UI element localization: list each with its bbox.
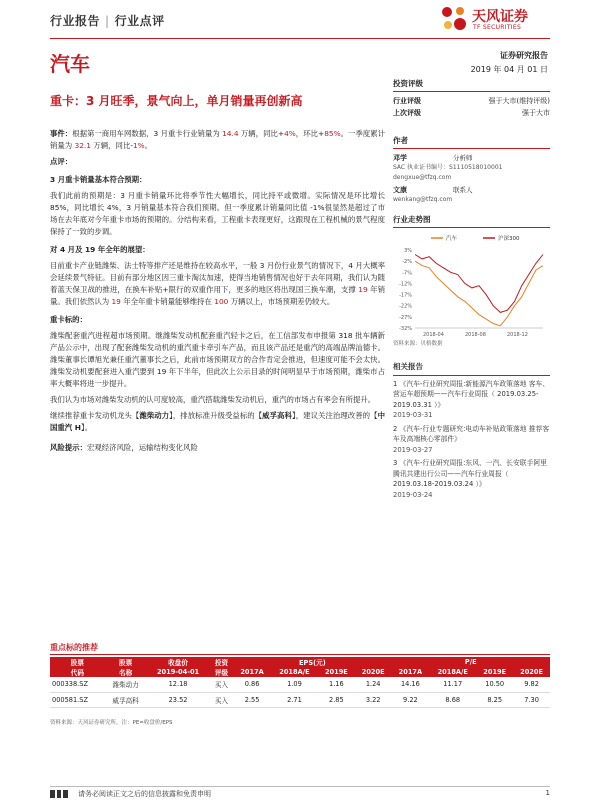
chart-source: 资料来源：贝格数据 [393,341,443,347]
table-header: 2018A/E [271,667,318,677]
recommend-text: 】，排放标准升级受益标的【 [169,411,263,420]
event-text: 万辆，同比+ [238,129,285,138]
table-header: 代码 [50,667,105,677]
related-item[interactable] [393,458,550,500]
paragraph-share: 我们认为市场对潍柴发动机的认可度较高，重汽搭载潍柴发动机后，重汽的市场占有率会有所提升。 [50,395,376,404]
x-tick-label: 2018-08 [465,332,486,338]
event-number: 32.1 [74,141,91,150]
footer [50,789,211,799]
event-paragraph [50,128,385,152]
main-body [50,128,385,458]
report-type: 证券研究报告 [500,51,548,60]
page-number: 1 [545,789,550,797]
table-cell: 14.16 [392,677,430,692]
rating-value: 强于大市(维持评级) [488,97,550,105]
table-header: 2017A [392,667,430,677]
recommend-stock: 威孚高科 [262,411,292,420]
table-header: 评级 [210,667,234,677]
recommend-text: 】，建议关注治理改善的【 [291,411,378,420]
table-cell: 潍柴动力 [105,677,147,692]
outlook-number: 100 [214,297,229,306]
table-header: 2019E [318,667,355,677]
y-tick-label: -2% [402,259,412,266]
logo-name: 天风证券 [472,9,528,25]
table-cell: 2.85 [318,692,355,707]
x-tick-label: 2018-04 [423,332,444,338]
event-number: 14.4 [222,129,239,138]
outlook-text: 目前重卡产业链潍柴、法士特等排产还是维持在较高水平，一般 3 月份行业景气的情况下，4 月大概率会延续景气特征。目前有部分地区因三重卡淘汰加速，使得当地销售情况也好于去年同期，我们认为随着蓝天保卫战的推进，在换车补贴+限行的双重作用下，更多的地区将出现国三换车潮，支撑 [50,261,385,294]
report-category [50,12,165,29]
event-text: 万辆，同比- [91,141,133,150]
author-email[interactable]: dengxue@tfzq.com [393,174,452,181]
table-cell: 000581.SZ [50,692,105,707]
table-cell: 9.22 [392,692,430,707]
related-heading: 相关报告 [393,362,550,376]
table-header: 投资 [210,657,234,667]
table-cell: 买入 [210,677,234,692]
chart-title: 行业走势图 [393,214,550,228]
table-header: 收盘价 [146,657,209,667]
prev-rating-key: 上次评级 [393,109,421,117]
related-item-text[interactable]: 1 《汽车-行业研究周报:新能源汽车政策落地 客车、营运车超预期——汽车行业周报（ 2019.03.25-2019.03.31 ）》 [393,379,550,409]
table-header: 2019-04-01 [146,667,209,677]
table-cell: 9.82 [513,677,550,692]
table-header: 2020E [355,667,392,677]
header-divider [50,38,550,39]
risk-paragraph [50,442,385,454]
related-item-date: 2019-03-27 [393,445,433,454]
y-tick-label: -7% [402,270,412,277]
author-2 [393,185,550,195]
section-heading-targets: 重卡标的： [50,315,87,324]
footer-disclaimer[interactable]: 请务必阅读正文之后的信息披露和免责申明 [78,790,211,798]
author-name: 文康 [393,186,407,194]
table-cell: 1.24 [355,677,392,692]
event-text: 。一季度累计销量为 [50,129,385,150]
table-header: 2020E [513,667,550,677]
footer-divider [50,786,550,787]
stock-table-note: 资料来源：天风证券研究所，注：PE=收盘价/EPS [50,720,173,726]
prev-rating-row [393,107,550,119]
stock-table-heading: 重点标的推荐 [50,643,98,652]
table-header: EPS(元) [233,657,391,667]
y-tick-label: -22% [399,303,412,310]
risk-label: 风险提示： [50,443,87,452]
event-text: ，环比+ [295,129,325,138]
author-cert: SAC 执业证书编号：S1110518010001 [393,164,503,171]
table-cell: 11.17 [429,677,476,692]
table-row [50,692,550,707]
outlook-text: 年销量。我们依然认为 [50,285,385,306]
outlook-text: 年全年重卡销量能够维持在 [120,297,215,306]
series-line-hs300 [415,255,543,313]
event-text: 。 [144,141,153,150]
category-label: 行业报告 [50,14,101,28]
outlook-text: 万辆以上，市场预期差仍较大。 [228,297,335,306]
risk-text: 宏观经济风险，运输结构变化风险 [86,443,198,452]
y-tick-label: 3% [404,248,412,254]
series-line-auto [415,261,543,326]
outlook-number: 19 [111,297,121,306]
table-header: 名称 [105,667,147,677]
outlook-number: 19 [358,285,368,294]
legend-label: 沪深300 [498,236,520,242]
table-header: 股票 [50,657,105,667]
stock-table [50,657,550,708]
table-header: 股票 [105,657,147,667]
table-cell: 0.86 [233,677,271,692]
author-list [393,153,550,205]
table-cell: 1.09 [271,677,318,692]
table-header: P/E [392,657,550,667]
y-tick-label: -27% [399,314,412,321]
author-email[interactable]: wenkang@tfzq.com [393,196,453,203]
recommend-stock: 潍柴动力 [139,411,170,420]
author-role: 分析师 [453,154,473,162]
barcode-icon [50,790,68,798]
table-cell: 威孚高科 [105,692,147,707]
comment-label: 点评： [50,157,73,166]
recommend-text: 继续推荐重卡发动机龙头【 [50,411,140,420]
category-separator: | [105,14,110,28]
rating-heading: 投资评级 [393,78,550,92]
y-tick-label: -12% [399,281,412,288]
table-cell: 10.50 [476,677,513,692]
section-heading-march: 3 月重卡销量基本符合预期： [50,175,147,184]
section-heading-outlook: 对 4 月及 19 年全年的展望： [50,245,150,254]
event-number: 1% [132,141,145,150]
legend-label: 汽车 [446,236,458,242]
report-title: 重卡：3 月旺季，景气向上，单月销量再创新高 [50,94,303,108]
related-item-date: 2019-03-31 [393,411,433,419]
rating-key: 行业评级 [393,97,421,105]
table-cell: 3.22 [355,692,392,707]
stock-table-divider [50,654,550,655]
report-date: 2019 年 04 月 01 日 [470,65,548,74]
subcategory-label: 行业点评 [114,14,165,28]
table-cell: 2.71 [271,692,318,707]
recommend-text: 】。 [80,423,93,432]
table-cell: 8.68 [429,692,476,707]
prev-rating-value: 强于大市 [522,109,550,117]
table-cell: 12.18 [146,677,209,692]
logo-mark-icon [440,5,468,33]
related-item-text[interactable]: 2 《汽车-行业专题研究:电动车补贴政策落地 推荐客车及高端核心零部件》 [393,424,550,443]
table-cell: 23.52 [146,692,209,707]
related-item[interactable] [393,379,550,421]
table-header: 2018A/E [429,667,476,677]
sidebar [393,78,550,205]
paragraph-march: 我们此前的预期是：3 月重卡销量环比将季节性大幅增长，同比持平或微增。实际情况是环比增长 85%，同比增长 4%，3 月销量基本符合我们预期。但一季度累计销量同比值 -1%很显然是超过了市场在去年底对今年重卡市场的预期的。分结构来看，工程重卡表现更好，这跟现在工程机械的景气程度保持了一致的步调。 [50,191,385,236]
related-item[interactable] [393,424,550,456]
x-tick-label: 2018-12 [507,332,528,338]
related-reports [393,362,550,500]
logo-en: TF SECURITIES [473,24,522,31]
author-name: 邓学 [393,154,407,162]
author-1 [393,153,550,163]
table-header: 2019E [476,667,513,677]
table-row [50,677,550,692]
related-item-date: 2019-03-24 [393,490,433,499]
table-cell: 买入 [210,692,234,707]
company-logo [440,4,550,36]
trend-chart-svg [393,228,550,340]
author-heading: 作者 [393,135,550,149]
table-cell: 1.16 [318,677,355,692]
table-cell: 7.30 [513,692,550,707]
table-header: 2017A [233,667,271,677]
table-cell: 8.25 [476,692,513,707]
rating-row [393,95,550,107]
author-role: 联系人 [453,186,473,194]
table-cell: 000338.SZ [50,677,105,692]
event-number: 85% [324,129,341,138]
table-header-row [50,667,550,677]
event-number: 4% [284,129,296,138]
industry-trend-chart [393,214,550,344]
paragraph-weichai: 潍柴配套重汽进程超市场预期。继潍柴发动机配套重汽轻卡之后，在工信部发布申报第 318 批车辆新产品公示中，出现了配套潍柴发动机的重汽重卡牵引车产品，而且该产品还是重汽的高端品牌汕德卡。潍柴董事长谭旭光兼任重汽董事长之后，此前市场预期双方的合作肯定会推进，但速度可能不会太快。潍柴发动机要配套进入重汽要到 19 年下半年，但此次上公示目录的时间明显早于市场预期，潍柴市占率大概率将进一步提升。 [50,331,385,388]
table-header-row [50,657,550,667]
recommend-stock: 中国重汽 H [50,411,385,432]
table-cell: 2.55 [233,692,271,707]
y-tick-label: -17% [399,292,412,299]
industry-name: 汽车 [50,52,90,76]
paragraph-recommend [50,410,385,434]
y-tick-label: -32% [399,326,412,332]
event-text: 根据第一商用车网数据，3 月重卡行业销量为 [72,129,223,138]
paragraph-outlook [50,260,385,308]
event-label: 事件： [50,129,73,138]
related-item-text[interactable]: 3 《汽车-行业研究周报:东风、一汽、长安联手阿里腾讯共建出行公司——汽车行业周报（ 2019.03.18-2019.03.24 ）》 [393,459,547,488]
